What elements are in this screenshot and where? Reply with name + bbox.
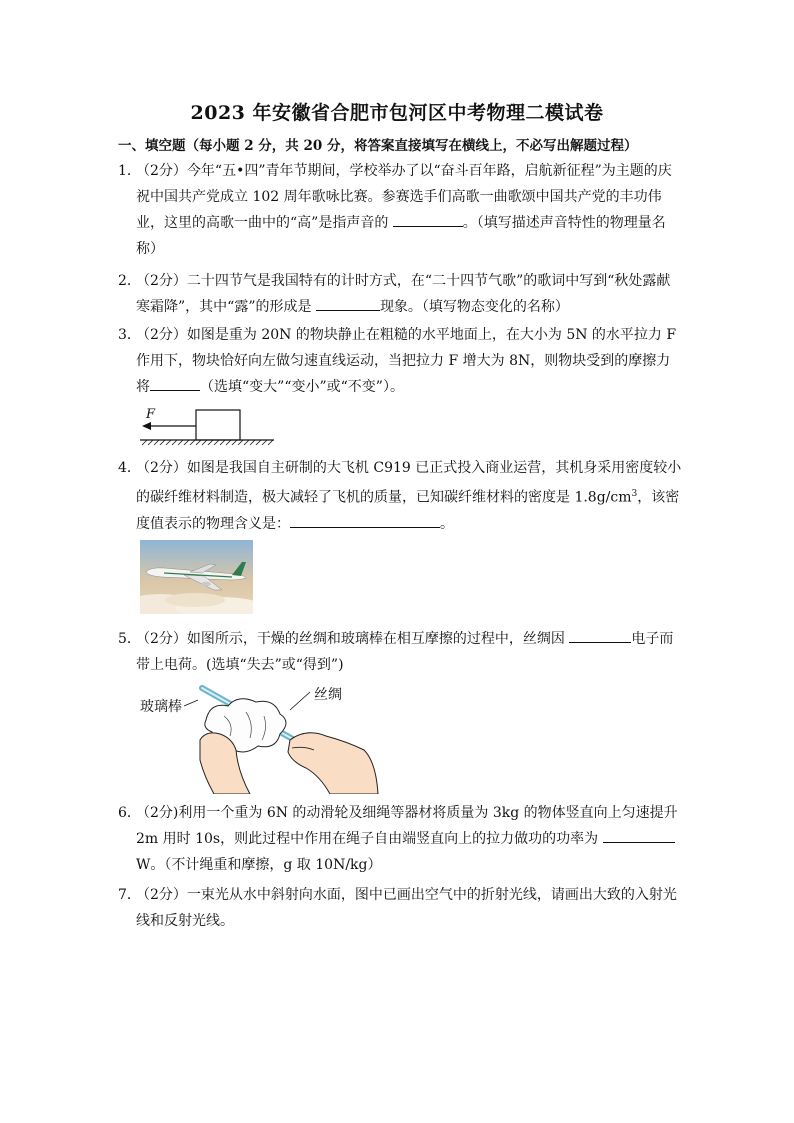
- page-title: 2023 年安徽省合肥市包河区中考物理二模试卷: [190, 102, 604, 124]
- question-4: [118, 455, 683, 537]
- question-text-mid: ，该密度值表示的物理含义是：: [136, 489, 680, 532]
- question-2: [118, 268, 683, 320]
- question-7: [118, 882, 683, 934]
- answer-blank[interactable]: [290, 512, 440, 528]
- question-3: [118, 322, 683, 400]
- question-text: （2分）如图是重为 20N 的物块静止在粗糙的水平地面上，在大小为 5N 的水平拉力 F 作用下，物块恰好向左做匀速直线运动，当把拉力 F 增大为 8N，则物块受到的摩擦力将: [136, 327, 677, 395]
- question-number: 1．: [118, 163, 141, 179]
- right-hand: [288, 733, 378, 794]
- question-number: 4．: [118, 460, 141, 476]
- glass-rod-label: 玻璃棒: [140, 699, 182, 715]
- force-f-label: F: [146, 407, 156, 422]
- question-number: 5．: [118, 631, 141, 647]
- question-text: （2分）如图所示，干燥的丝绸和玻璃棒在相互摩擦的过程中，丝绸因: [136, 631, 565, 647]
- section-heading: 一、填空题（每小题 2 分，共 20 分，将答案直接填写在横线上，不必写出解题过程）: [118, 138, 638, 154]
- question-text-tail: （选填“变大”“变小”或“不变”）。: [200, 379, 404, 395]
- question-text-tail: 。（填写描述声音特性的物理量名称）: [136, 215, 666, 257]
- superscript: 3: [631, 489, 638, 499]
- question-text: （2分）二十四节气是我国特有的计时方式，在“二十四节气歌”的歌词中写到“秋处露献寒霜降”，其中“露”的形成是: [136, 273, 671, 315]
- question-text: （2分）今年“五•四”青年节期间，学校举办了以“奋斗百年路，启航新征程”为主题的庆祝中国共产党成立 102 周年歌咏比赛。参赛选手们高歌一曲歌颂中国共产党的丰功伟业，这里的高歌一曲中的“高”是指声音的: [136, 163, 672, 231]
- answer-blank[interactable]: [316, 295, 380, 311]
- answer-blank[interactable]: [150, 375, 200, 391]
- question-text-tail: 现象。（填写物态变化的名称）: [379, 299, 569, 315]
- question-text-tail: 。: [440, 515, 454, 532]
- question-text: （2分）一束光从水中斜射向水面，图中已画出空气中的折射光线，请画出大致的入射光线和反射光线。: [136, 887, 677, 929]
- question-text: （2分)利用一个重为 6N 的动滑轮及细绳等器材将质量为 3kg 的物体竖直向上匀速提升 2m 用时 10s，则此过程中作用在绳子自由端竖直向上的拉力做功的功率为: [136, 805, 678, 847]
- answer-blank[interactable]: [603, 827, 675, 843]
- question-number: 7．: [118, 887, 141, 903]
- question-1: [118, 158, 683, 262]
- ground-hatching: [142, 440, 273, 445]
- airplane-photo: [140, 540, 253, 614]
- question-text: （2分）如图是我国自主研制的大飞机 C919 已正式投入商业运营，其机身采用密度较小的碳纤维材料制造，极大减轻了飞机的质量，已知碳纤维材料的密度是 1.8g/cm: [136, 460, 682, 506]
- question-number: 2．: [118, 273, 141, 289]
- silk-label: 丝绸: [314, 687, 342, 703]
- glass-rod-silk-figure: [180, 676, 380, 794]
- question-5: [118, 626, 683, 678]
- question-number: 6．: [118, 805, 141, 821]
- block-force-figure: [138, 404, 278, 446]
- answer-blank[interactable]: [569, 627, 631, 643]
- force-arrowhead: [142, 422, 151, 430]
- block: [196, 410, 240, 440]
- question-text-tail: 电子而带上电荷。(选填“失去”或“得到”): [136, 631, 674, 673]
- question-6: [118, 800, 683, 878]
- question-text-tail: W。（不计绳重和摩擦，g 取 10N/kg）: [136, 857, 382, 873]
- question-number: 3．: [118, 327, 141, 343]
- answer-blank[interactable]: [393, 211, 463, 227]
